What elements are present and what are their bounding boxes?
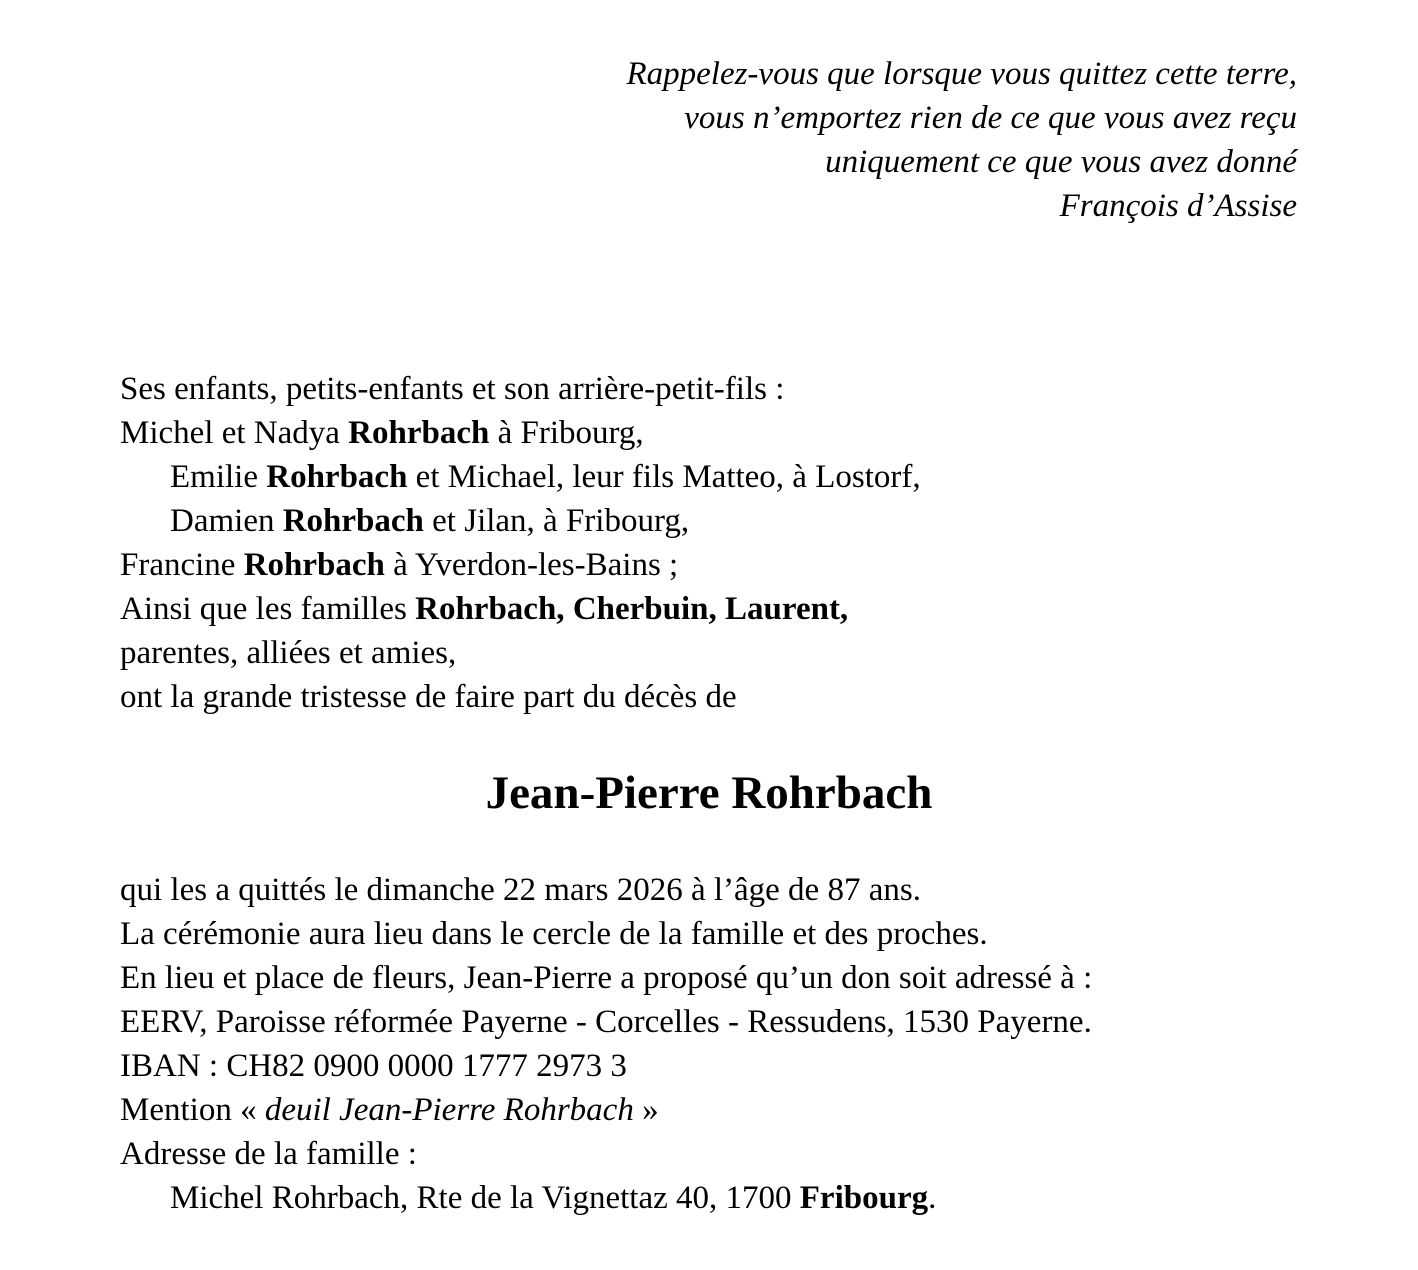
text-segment: à Fribourg,: [489, 415, 644, 451]
text-segment: Michel Rohrbach, Rte de la Vignettaz 40, 1700: [170, 1180, 800, 1216]
text-segment: Rohrbach,: [415, 591, 565, 627]
text-line: [120, 631, 921, 675]
family-announcement: [120, 367, 921, 719]
text-line: [120, 675, 921, 719]
text-line: [626, 184, 1297, 228]
text-line: [120, 912, 1092, 956]
text-segment: uniquement ce que vous avez donné: [825, 144, 1297, 180]
text-line: [120, 411, 921, 455]
text-line: [120, 868, 1092, 912]
text-line: [120, 956, 1092, 1000]
text-line: [626, 140, 1297, 184]
text-segment: qui les a quittés le dimanche 22 mars 2026 à l’âge de 87 ans.: [120, 872, 921, 908]
text-segment: EERV, Paroisse réformée Payerne - Corcelles - Ressudens, 1530 Payerne.: [120, 1004, 1092, 1040]
memorial-quote: [626, 52, 1297, 228]
text-segment: Ses enfants, petits-enfants et son arrière-petit-fils :: [120, 371, 785, 407]
text-segment: deuil Jean-Pierre Rohrbach: [264, 1092, 634, 1128]
text-line: [626, 96, 1297, 140]
text-segment: Rohrbach: [282, 503, 424, 539]
text-segment: La cérémonie aura lieu dans le cercle de la famille et des proches.: [120, 916, 988, 952]
text-segment: [565, 591, 573, 627]
text-segment: [717, 591, 725, 627]
text-segment: à Yverdon-les-Bains ;: [384, 547, 679, 583]
text-segment: Rohrbach: [348, 415, 490, 451]
text-segment: Cherbuin,: [572, 591, 717, 627]
text-segment: parentes, alliées et amies,: [120, 635, 457, 671]
text-segment: vous n’emportez rien de ce que vous avez reçu: [684, 100, 1297, 136]
text-line: [120, 367, 921, 411]
text-line: [120, 1088, 1092, 1132]
text-segment: ont la grande tristesse de faire part du décès de: [120, 679, 737, 715]
text-segment: Fribourg: [799, 1180, 929, 1216]
text-line: [120, 455, 921, 499]
text-segment: Adresse de la famille :: [120, 1136, 417, 1172]
text-segment: et Jilan, à Fribourg,: [423, 503, 690, 539]
text-segment: Laurent,: [725, 591, 849, 627]
text-segment: Rohrbach: [243, 547, 385, 583]
text-segment: Damien: [170, 503, 283, 539]
text-line: [120, 1176, 1092, 1220]
text-segment: Emilie: [170, 459, 267, 495]
text-segment: En lieu et place de fleurs, Jean-Pierre a proposé qu’un don soit adressé à :: [120, 960, 1093, 996]
text-segment: Rappelez-vous que lorsque vous quittez cette terre,: [626, 56, 1297, 92]
text-line: [120, 1044, 1092, 1088]
text-segment: et Michael, leur fils Matteo, à Lostorf,: [407, 459, 921, 495]
text-segment: Francine: [120, 547, 244, 583]
text-line: [120, 543, 921, 587]
text-segment: Rohrbach: [266, 459, 408, 495]
text-segment: IBAN : CH82 0900 0000 1777 2973 3: [120, 1048, 627, 1084]
text-segment: »: [633, 1092, 659, 1128]
text-segment: Ainsi que les familles: [120, 591, 416, 627]
text-segment: .: [928, 1180, 937, 1216]
deceased-name-heading: Jean-Pierre Rohrbach: [485, 767, 933, 819]
text-segment: Michel et Nadya: [120, 415, 349, 451]
text-segment: Mention «: [120, 1092, 265, 1128]
text-line: [120, 1132, 1092, 1176]
text-line: [120, 1000, 1092, 1044]
text-line: [120, 587, 921, 631]
funeral-details: [120, 868, 1092, 1220]
text-line: [120, 499, 921, 543]
text-line: [626, 52, 1297, 96]
text-segment: François d’Assise: [1059, 188, 1297, 224]
